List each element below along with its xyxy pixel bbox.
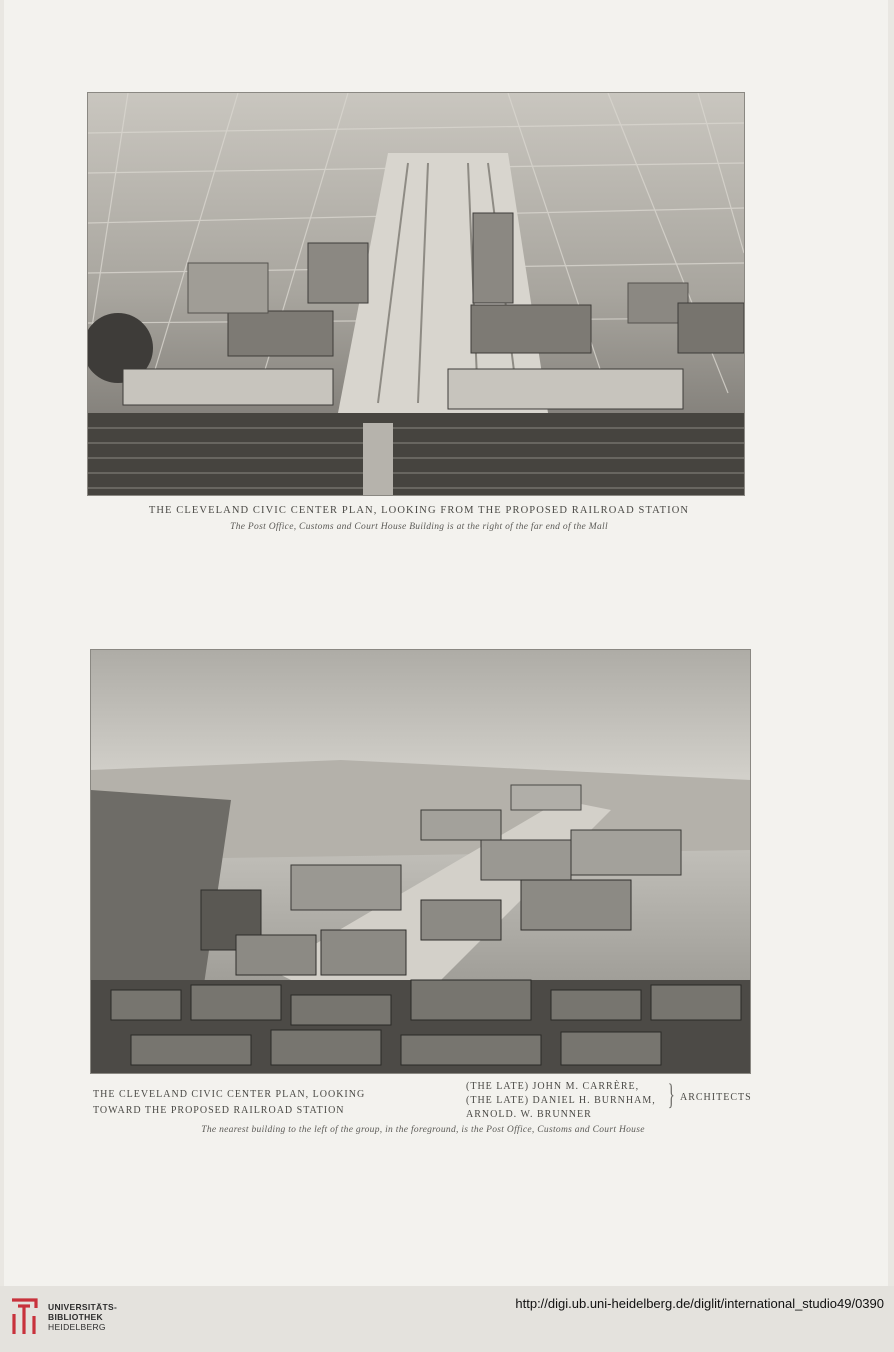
architect-burnham: (THE LATE) DANIEL H. BURNHAM, (466, 1095, 656, 1106)
civic-center-aerial-plate-2 (90, 649, 751, 1074)
civic-center-aerial-plate-1 (87, 92, 745, 496)
architect-carrere: (THE LATE) JOHN M. CARRÈRE, (466, 1081, 640, 1092)
university-library-logo-icon (8, 1294, 42, 1338)
plate-2-caption-line-1: THE CLEVELAND CIVIC CENTER PLAN, LOOKING (93, 1089, 366, 1100)
book-page (4, 0, 888, 1286)
source-url-link[interactable]: http://digi.ub.uni-heidelberg.de/diglit/international_studio49/0390 (515, 1296, 884, 1311)
architect-brunner: ARNOLD. W. BRUNNER (466, 1109, 592, 1120)
aerial-illustration-2 (91, 650, 750, 1073)
plate-2-caption-line-2: TOWARD THE PROPOSED RAILROAD STATION (93, 1105, 345, 1116)
plate-2-subcaption: The nearest building to the left of the group, in the foreground, is the Post Office, Customs and Court House (201, 1125, 645, 1135)
plate-1-subcaption: The Post Office, Customs and Court House Building is at the right of the far end of the Mall (230, 522, 608, 532)
architects-brace: } (667, 1078, 675, 1111)
library-name (48, 1302, 117, 1332)
library-name-line-2: BIBLIOTHEK (48, 1312, 103, 1322)
architects-label: ARCHITECTS (680, 1092, 752, 1103)
plate-1-caption: THE CLEVELAND CIVIC CENTER PLAN, LOOKING FROM THE PROPOSED RAILROAD STATION (148, 505, 690, 516)
library-name-line-3: HEIDELBERG (48, 1322, 106, 1332)
library-name-line-1: UNIVERSITÄTS- (48, 1302, 118, 1312)
aerial-illustration-1 (88, 93, 744, 495)
